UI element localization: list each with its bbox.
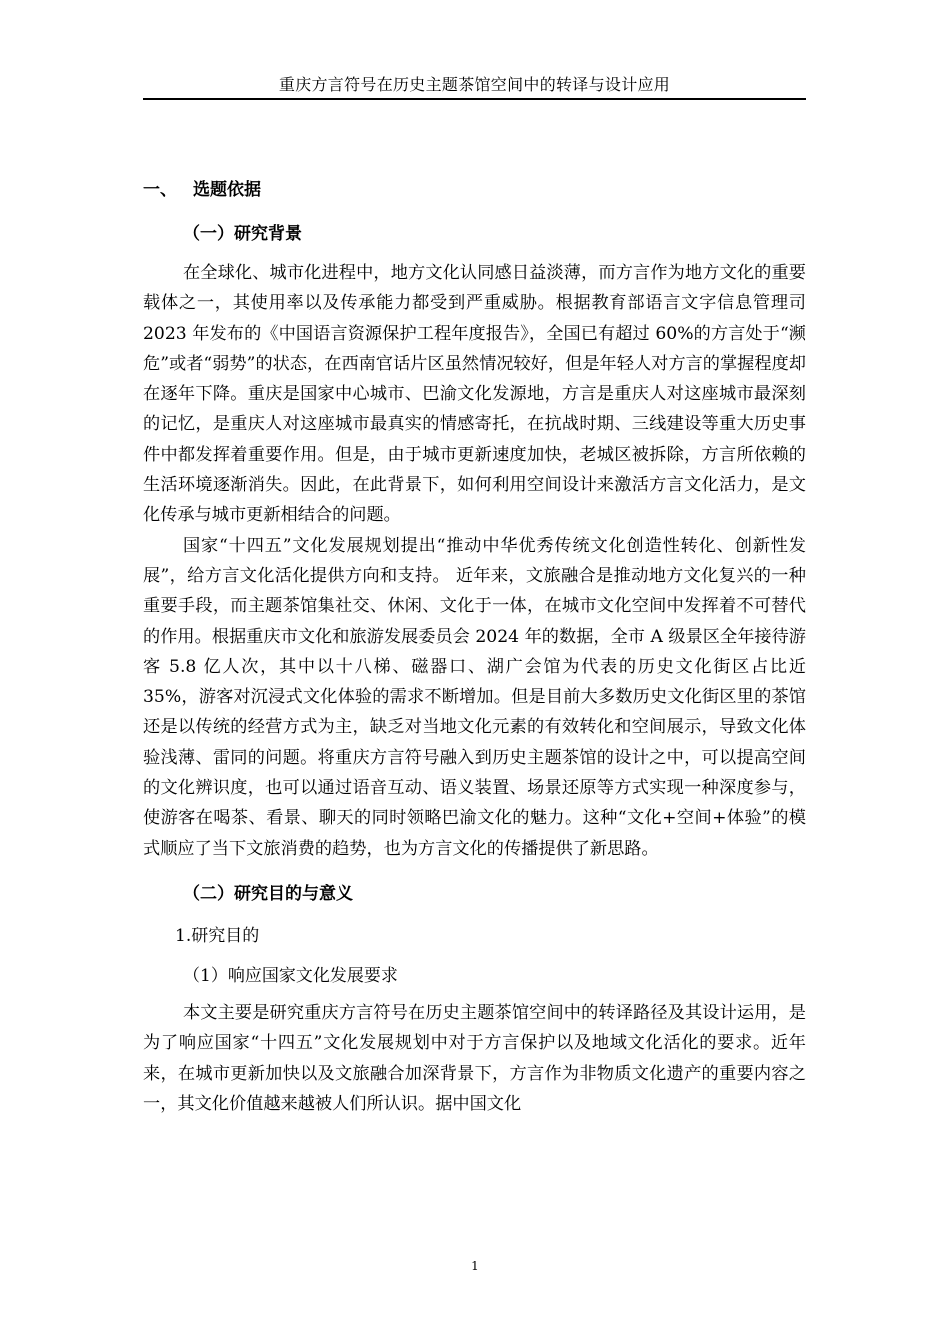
section-heading	[143, 172, 806, 208]
section-title: 选题依据	[193, 180, 261, 200]
paragraph-background-2: 国家“十四五”文化发展规划提出“推动中华优秀传统文化创造性转化、创新性发展”，给方言文化活化提供方向和支持。 近年来，文旅融合是推动地方文化复兴的一种重要手段，而主题茶馆集社交、休闲、文化于一体，在城市文化空间中发挥着不可替代的作用。根据重庆市文化和旅游发展委员会 2024 年的数据，全市 A 级景区全年接待游客 5.8 亿人次，其中以十八梯、磁器口、湖广会馆为代表的历史文化街区占比近 35%，游客对沉浸式文化体验的需求不断增加。但是目前大多数历史文化街区里的茶馆还是以传统的经营方式为主，缺乏对当地文化元素的有效转化和空间展示，导致文化体验浅薄、雷同的问题。将重庆方言符号融入到历史主题茶馆的设计之中，可以提高空间的文化辨识度，也可以通过语音互动、语义装置、场景还原等方式实现一种深度参与，使游客在喝茶、看景、聊天的同时领略巴渝文化的魅力。这种“文化+空间+体验”的模式顺应了当下文旅消费的趋势，也为方言文化的传播提供了新思路。	[143, 535, 806, 859]
subsection-heading-background: （一）研究背景	[183, 224, 302, 244]
page-body	[143, 172, 806, 1119]
subsection-heading-purpose: （二）研究目的与意义	[183, 883, 353, 904]
paragraph-background-1: 在全球化、城市化进程中，地方文化认同感日益淡薄，而方言作为地方文化的重要载体之一，其使用率以及传承能力都受到严重威胁。根据教育部语言文字信息管理司 2023 年发布的《中国语言资源保护工程年度报告》，全国已有超过 60%的方言处于“濒危”或者“弱势”的状态，在西南官话片区虽然情况较好，但是年轻人对方言的掌握程度却在逐年下降。重庆是国家中心城市、巴渝文化发源地，方言是重庆人对这座城市最深刻的记忆，是重庆人对这座城市最真实的情感寄托，在抗战时期、三线建设等重大历史事件中都发挥着重要作用。但是，由于城市更新速度加快，老城区被拆除，方言所依赖的生活环境逐渐消失。因此，在此背景下，如何利用空间设计来激活方言文化活力，是文化传承与城市更新相结合的问题。	[143, 263, 806, 526]
paragraph-purpose-1: 本文主要是研究重庆方言符号在历史主题茶馆空间中的转译路径及其设计运用，是为了响应国家“十四五”文化发展规划中对于方言保护以及地域文化活化的要求。近年来，在城市更新加快以及文旅融合加深背景下，方言作为非物质文化遗产的重要内容之一，其文化价值越来越被人们所认识。据中国文化	[143, 1002, 806, 1114]
page-number: 1	[471, 1259, 479, 1273]
item-heading-research-purpose: 1.研究目的	[175, 925, 260, 946]
item-heading-national-requirement: （1）响应国家文化发展要求	[183, 965, 398, 986]
header-rule	[143, 98, 806, 100]
running-header: 重庆方言符号在历史主题茶馆空间中的转译与设计应用	[278, 75, 671, 94]
section-number: 一、	[143, 180, 177, 200]
